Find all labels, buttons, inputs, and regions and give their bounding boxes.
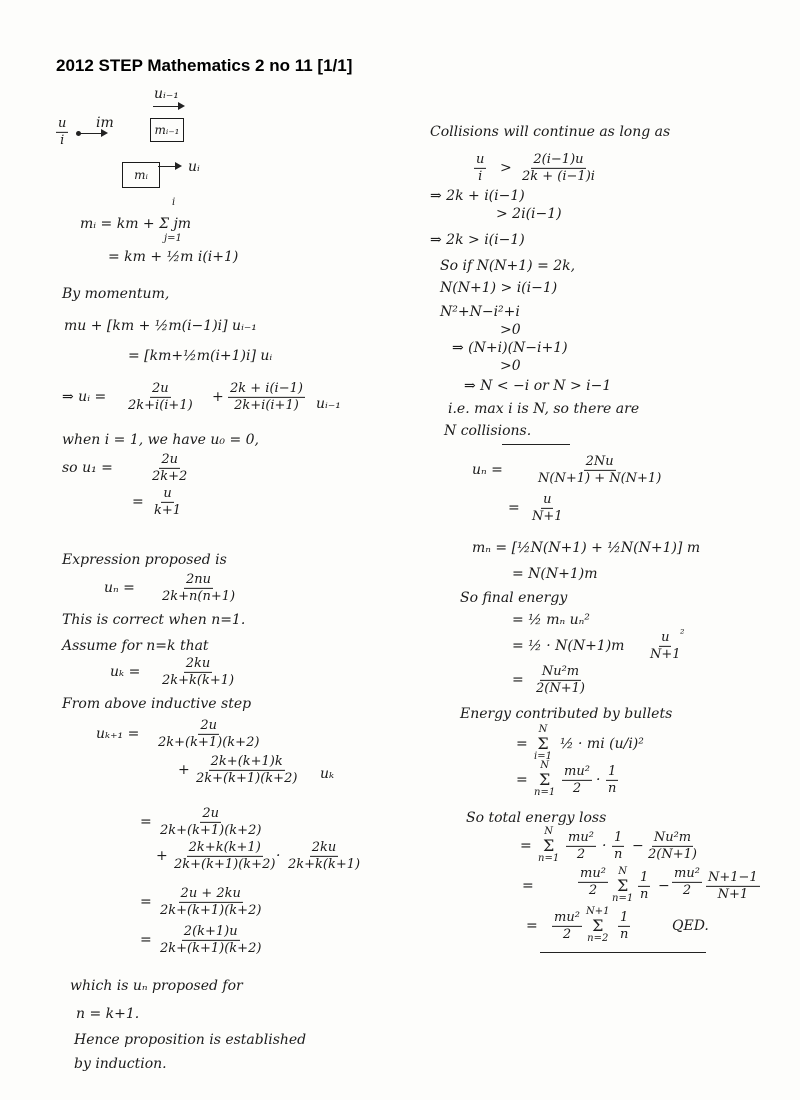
condition-gt: > [500, 160, 512, 176]
energy-by-bullets: Energy contributed by bullets [460, 706, 673, 722]
implies-line-1b: > 2i(i−1) [496, 206, 562, 222]
mN-line: mₙ = [½N(N+1) + ½N(N+1)] m [472, 540, 701, 556]
u1-fraction: $\frac{2u}{2k+2}$ [152, 451, 188, 484]
eb2-dot: · [596, 772, 601, 788]
tl2-fraction-3: $\frac{\text{mu²}}{2}$ [674, 865, 700, 898]
step2-dot: · [276, 848, 281, 864]
qed: QED. [672, 918, 709, 934]
tl3-fraction-2: $\frac{1}{n}$ [620, 909, 629, 942]
so-u1: so u₁ = [62, 460, 113, 476]
gt-zero-a: >0 [500, 322, 521, 338]
by-momentum: By momentum, [62, 286, 170, 302]
momentum-line-2: = [km+½m(i+1)i] uᵢ [128, 348, 273, 364]
uk1-fraction-1: $\frac{2u}{2k+(k+1)(k+2)}$ [158, 717, 260, 750]
uN-fraction: $\frac{2Nu}{N(N+1) + N(N+1)}$ [538, 453, 662, 486]
implies-line-2: ⇒ 2k > i(i−1) [430, 232, 525, 248]
ui-plus: + [212, 389, 224, 405]
step4-fraction: $\frac{2(k+1)u}{2k+(k+1)(k+2)}$ [160, 923, 262, 956]
step2-fraction-2: $\frac{2k+k(k+1)}{2k+(k+1)(k+2)}$ [174, 839, 276, 872]
block-m-i-minus-1: mᵢ₋₁ [150, 118, 184, 142]
uk1-fraction-2: $\frac{2k+(k+1)k}{2k+(k+1)(k+2)}$ [196, 753, 298, 786]
un-lhs: uₙ = [104, 580, 135, 596]
implies-line-1: ⇒ 2k + i(i−1) [430, 188, 525, 204]
by-induction: by induction. [74, 1056, 167, 1072]
n-equals-k-plus-1: n = k+1. [76, 1006, 140, 1022]
bullet-mass-label: im [96, 115, 114, 131]
implies-line-3: ⇒ N < −i or N > i−1 [464, 378, 612, 394]
u1-fraction-simplified: $\frac{u}{k+1}$ [154, 485, 182, 518]
tl1-fraction: $\frac{\text{mu²}}{2}$ [568, 829, 594, 862]
n-collisions: N collisions. [444, 423, 532, 439]
ui-fraction-2: $\frac{2k + i(i-1)}{2k+i(i+1)}$ [230, 380, 303, 413]
eb2-fraction-2: $\frac{1}{n}$ [608, 763, 617, 796]
tl1-fraction-2: $\frac{1}{n}$ [614, 829, 623, 862]
bullet-arrow [80, 133, 106, 134]
n-n1-gt: N(N+1) > i(i−1) [440, 280, 558, 296]
eb1-equals: = [516, 736, 528, 752]
final-energy-2-square: ² [680, 627, 685, 640]
tl2-fraction-2: $\frac{1}{n}$ [640, 869, 649, 902]
final-underline [540, 952, 706, 953]
n-squared: N²+N−i²+i [440, 304, 520, 320]
mN-line-2: = N(N+1)m [512, 566, 598, 582]
step2-equals: = [140, 814, 152, 830]
tl3-sum: N+1 Σ n=2 [586, 906, 610, 945]
assume-n-equals-k: Assume for n=k that [62, 638, 209, 654]
block-arrow [158, 166, 180, 167]
ui-fraction-1: $\frac{2u}{2k+i(i+1)}$ [128, 380, 193, 413]
block-arrow-top [153, 106, 183, 107]
mass-line-2: = km + ½m i(i+1) [108, 249, 239, 265]
step2-fraction-1: $\frac{2u}{2k+(k+1)(k+2)}$ [160, 805, 262, 838]
sum-lower: j=1 [164, 233, 182, 244]
gt-zero-b: >0 [500, 358, 521, 374]
eb2-fraction: $\frac{\text{mu²}}{2}$ [564, 763, 590, 796]
tl1-equals: = [520, 838, 532, 854]
tl2-equals: = [522, 878, 534, 894]
final-energy-3-fraction: $\frac{\text{Nu²m}}{2(N+1)}$ [536, 663, 585, 696]
eb2-equals: = [516, 772, 528, 788]
block-velocity-label: uᵢ₋₁ [154, 86, 179, 102]
step4-equals: = [140, 932, 152, 948]
tl1-minus: − [632, 838, 644, 854]
condition-lhs: $\frac{u}{i}$ [476, 151, 485, 184]
uk1-plus: + [178, 762, 190, 778]
tl1-dot: · [602, 838, 607, 854]
step3-fraction: $\frac{2u + 2ku}{2k+(k+1)(k+2)}$ [160, 885, 262, 918]
block-m-i: mᵢ [122, 162, 160, 188]
uk-fraction: $\frac{2ku}{2k+k(k+1)}$ [162, 655, 235, 688]
condition-rhs: $\frac{2(i-1)u}{2k + (i-1)i}$ [522, 151, 595, 184]
underline-collisions [502, 444, 570, 445]
collisions-continue: Collisions will continue as long as [430, 124, 671, 140]
correct-when-n1: This is correct when n=1. [62, 612, 246, 628]
diagram-u-over-i: $\frac{u}{i}$ [58, 115, 67, 148]
final-energy-2a: = ½ · N(N+1)m [512, 638, 625, 654]
factored: ⇒ (N+i)(N−i+1) [452, 340, 568, 356]
ie-max-i: i.e. max i is N, so there are [448, 401, 640, 417]
tl3-fraction: $\frac{\text{mu²}}{2}$ [554, 909, 580, 942]
un-fraction: $\frac{2nu}{2k+n(n+1)}$ [162, 571, 236, 604]
tl2-minus: − [658, 878, 670, 894]
final-energy-1: = ½ mₙ uₙ² [512, 612, 590, 628]
tl1-sum: N Σ n=1 [538, 826, 560, 865]
total-energy-loss: So total energy loss [466, 810, 607, 826]
tl2-fraction: $\frac{\text{mu²}}{2}$ [580, 865, 606, 898]
step2-fraction-3: $\frac{2ku}{2k+k(k+1)}$ [288, 839, 361, 872]
step2-plus: + [156, 848, 168, 864]
u1-equals: = [132, 494, 144, 510]
uk1-lhs: uₖ₊₁ = [96, 726, 140, 742]
eb1-text: ½ · mi (u/i)² [560, 736, 644, 752]
uN2-equals: = [508, 500, 520, 516]
tl3-equals: = [526, 918, 538, 934]
uN2-fraction: $\frac{u}{N+1}$ [532, 491, 563, 524]
momentum-line-1: mu + [km + ½m(i−1)i] uᵢ₋₁ [64, 318, 257, 334]
uN-lhs: uₙ = [472, 462, 503, 478]
page-heading: 2012 STEP Mathematics 2 no 11 [1/1] [56, 56, 353, 75]
expression-proposed: Expression proposed is [62, 552, 227, 568]
eb1-sum: N Σ i=1 [534, 724, 552, 763]
block-velocity-ui: uᵢ [188, 159, 200, 175]
tl2-sum: N Σ n=1 [612, 866, 634, 905]
tl2-fraction-4: $\frac{N+1-1}{N+1}$ [708, 869, 758, 902]
uk1-tail: uₖ [320, 766, 335, 782]
which-is-un: which is uₙ proposed for [70, 978, 243, 994]
so-final-energy: So final energy [460, 590, 568, 606]
hence-established: Hence proposition is established [74, 1032, 307, 1048]
mass-line-1: mᵢ = km + Σ jm [80, 216, 192, 232]
tl1-fraction-3: $\frac{\text{Nu²m}}{2(N+1)}$ [648, 829, 697, 862]
sum-upper: i [172, 197, 176, 208]
ui-lhs: ⇒ uᵢ = [62, 389, 107, 405]
ui-tail: uᵢ₋₁ [316, 396, 341, 412]
uk-lhs: uₖ = [110, 664, 141, 680]
eb2-sum: N Σ n=1 [534, 760, 556, 799]
so-if: So if N(N+1) = 2k, [440, 258, 576, 274]
final-energy-3-equals: = [512, 672, 524, 688]
when-i-equals-1: when i = 1, we have u₀ = 0, [62, 432, 260, 448]
step3-equals: = [140, 894, 152, 910]
final-energy-2-fraction: $\frac{u}{N+1}$ [650, 629, 681, 662]
from-above-step: From above inductive step [62, 696, 252, 712]
